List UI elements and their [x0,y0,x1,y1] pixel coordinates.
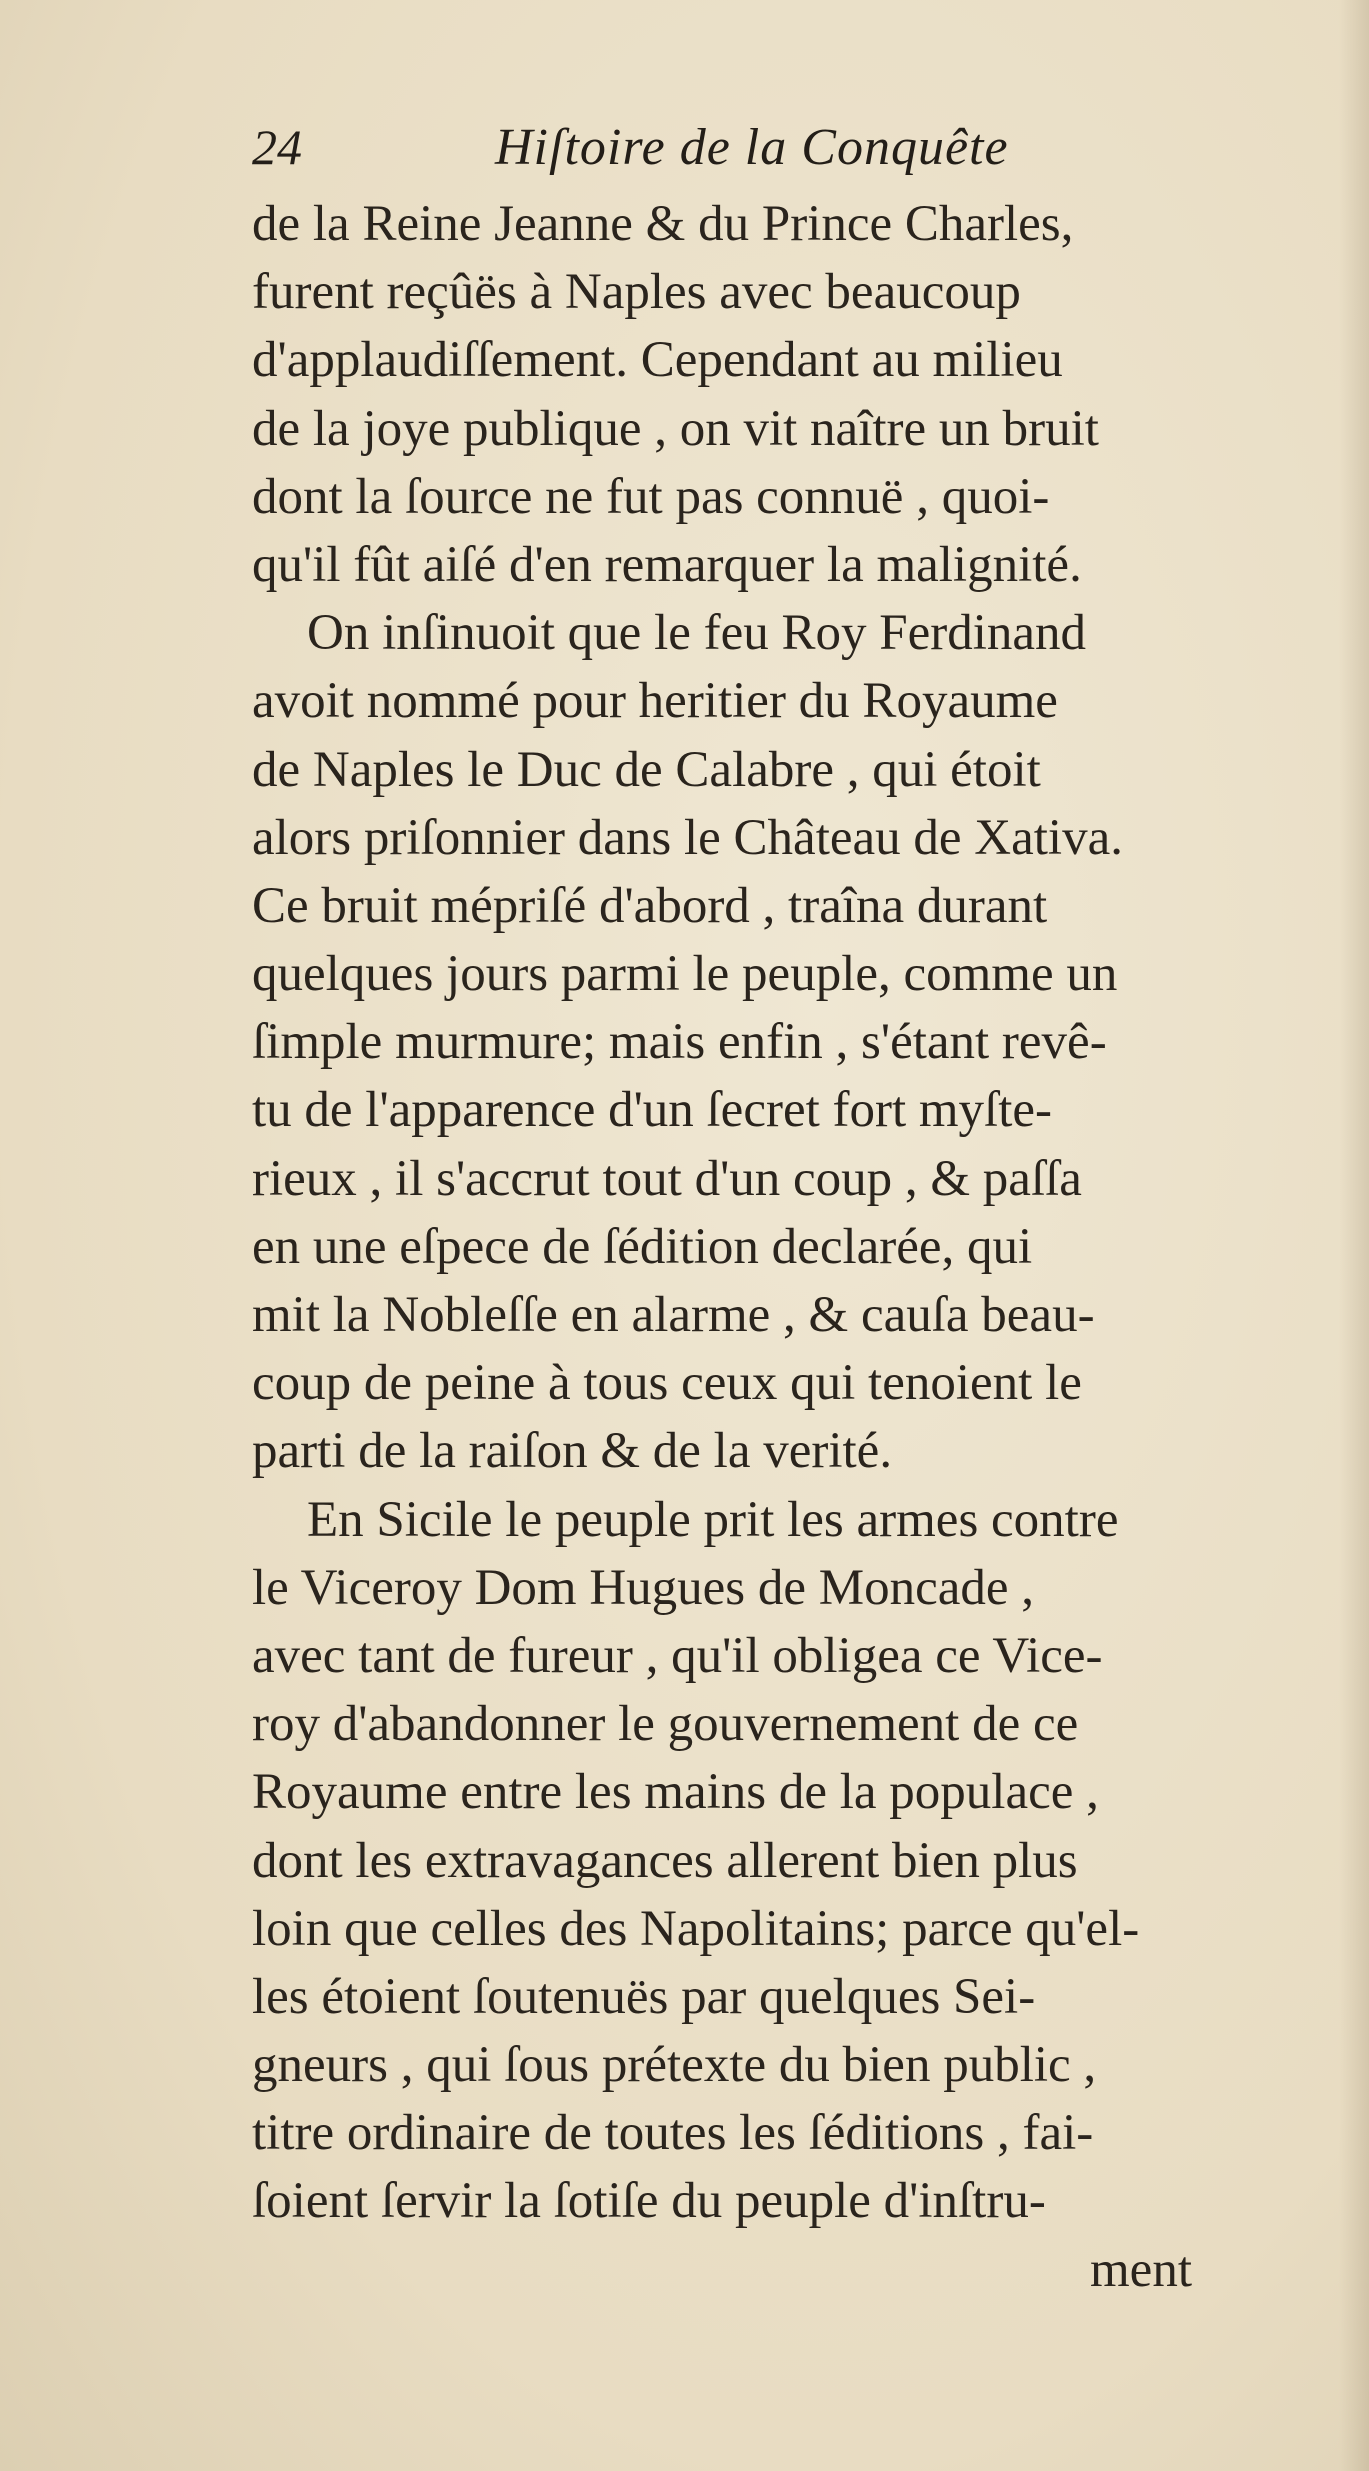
text-line: d'applaudiſſement. Cependant au milieu [252,332,1063,389]
text-line: avoit nommé pour heritier du Royaume [252,673,1058,730]
text-line: le Viceroy Dom Hugues de Moncade , [252,1559,1035,1616]
text-line: tu de l'apparence d'un ſecret fort myſte- [252,1082,1053,1139]
text-line: rieux , il s'accrut tout d'un coup , & paſſa [252,1150,1082,1207]
text-line: en une eſpece de ſédition declarée, qui [252,1218,1033,1275]
text-line: Ce bruit mépriſé d'abord , traîna durant [252,877,1048,934]
page-header [252,118,1152,188]
text-line: loin que celles des Napolitains; parce qu'el- [252,1900,1140,1957]
text-line: furent reçûës à Naples avec beaucoup [252,264,1021,321]
text-line: ſoient ſervir la ſotiſe du peuple d'inſtru- [252,2173,1046,2230]
paragraph-start-line: On inſinuoit que le feu Roy Ferdinand [307,605,1087,662]
running-title: Hiſtoire de la Conquête [495,119,1009,176]
text-line: gneurs , qui ſous prétexte du bien public , [252,2037,1097,2094]
text-line: de la Reine Jeanne & du Prince Charles, [252,196,1074,252]
text-line: dont les extravagances allerent bien plus [252,1832,1078,1889]
text-line: ſimple murmure; mais enfin , s'étant revê- [252,1014,1107,1071]
text-line: parti de la raiſon & de la verité. [252,1423,893,1480]
text-line: dont la ſource ne fut pas connuë , quoi- [252,468,1050,525]
text-line: avec tant de fureur , qu'il obligea ce Vice- [252,1627,1103,1684]
catchword: ment [1090,2241,1192,2298]
page-number: 24 [252,119,302,175]
page-edge-shadow [1339,0,1369,2471]
text-line: alors priſonnier dans le Château de Xativa. [252,809,1123,866]
body-text [252,190,1332,2304]
text-line: de la joye publique , on vit naître un bruit [252,400,1099,457]
text-line: mit la Nobleſſe en alarme , & cauſa beau- [252,1287,1095,1343]
text-line: les étoient ſoutenuës par quelques Sei- [252,1968,1036,2025]
text-line: roy d'abandonner le gouvernement de ce [252,1696,1079,1753]
text-line: coup de peine à tous ceux qui tenoient le [252,1355,1082,1412]
text-line: qu'il fût aiſé d'en remarquer la malignité. [252,536,1082,593]
text-line: quelques jours parmi le peuple, comme un [252,946,1118,1003]
text-line: de Naples le Duc de Calabre , qui étoit [252,741,1041,798]
text-line: Royaume entre les mains de la populace , [252,1764,1099,1821]
paragraph-start-line: En Sicile le peuple prit les armes contre [307,1491,1119,1548]
text-line: titre ordinaire de toutes les ſéditions , fai- [252,2105,1094,2162]
